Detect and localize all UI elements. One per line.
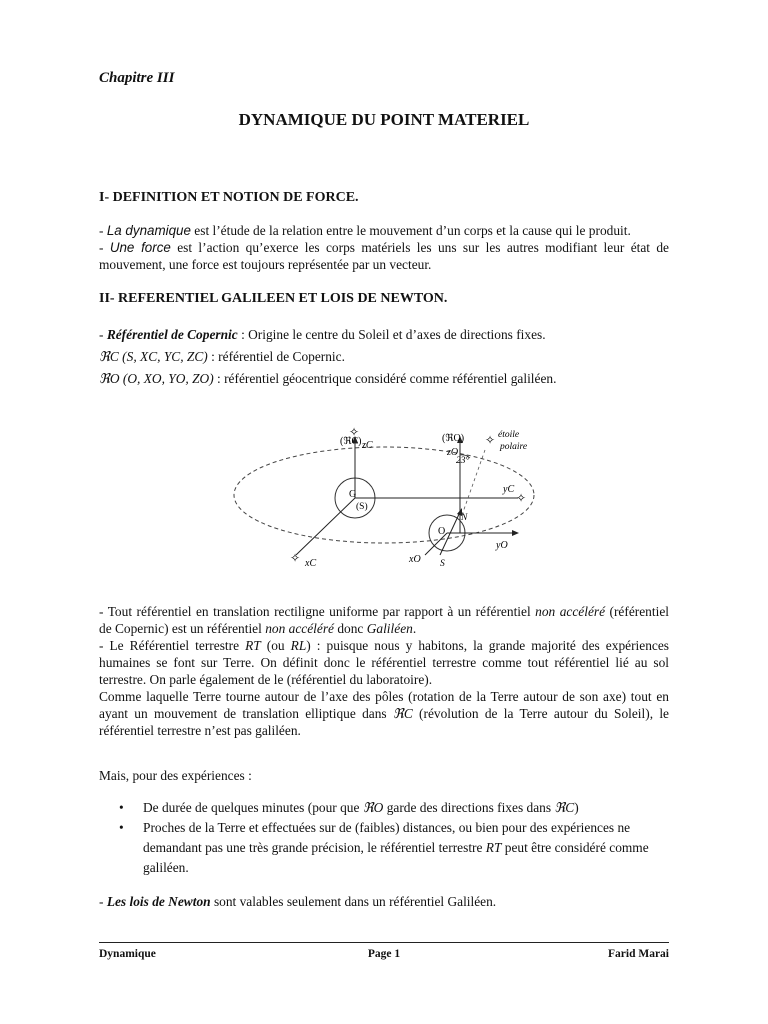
experiences-list (99, 798, 669, 878)
term-copernic: Référentiel de Copernic (106, 327, 238, 342)
symbol-rt: RT (245, 638, 261, 653)
star-icon: ✧ (349, 425, 360, 439)
label-ro: (ℜO) (442, 433, 465, 444)
footer-author: Farid Marai (608, 948, 669, 960)
bullet-icon: • (119, 820, 124, 835)
term-force: Une force (109, 240, 171, 255)
paragraph-lead: - (99, 240, 110, 255)
star-icon: ✧ (485, 433, 496, 447)
label-yc: yC (503, 484, 515, 495)
text-run: (ou (260, 638, 291, 653)
symbol-ro: ℜO (362, 800, 384, 815)
text-italic: non accéléré (535, 604, 606, 619)
arrow-yo (512, 530, 519, 536)
text-run: garde des directions fixes dans (383, 800, 555, 815)
list-item (99, 818, 669, 878)
term-dynamique: La dynamique (106, 223, 191, 238)
section-1-heading: I- DEFINITION ET NOTION DE FORCE. (99, 190, 359, 205)
section-2-heading: II- REFERENTIEL GALILEEN ET LOIS DE NEWTON. (99, 291, 448, 306)
star-icon: ✧ (290, 551, 301, 565)
footer-left: Dynamique (99, 948, 156, 960)
list-item (99, 798, 669, 818)
label-rc: (ℜC) (340, 436, 362, 447)
paragraph-lead: - (99, 894, 107, 909)
paragraph-lead: - (99, 327, 107, 342)
copernic-block (99, 324, 669, 390)
formula-rc: ℜC (S, XC, YC, ZC) (99, 349, 208, 364)
paragraph-dynamique (99, 222, 669, 273)
text-italic: Galiléen (366, 621, 413, 636)
footer-page-number: Page 1 (367, 948, 401, 960)
copernic-text: : Origine le centre du Soleil et d’axes de directions fixes. (237, 327, 546, 342)
star-icon: ✧ (516, 491, 527, 505)
newton-paragraph (99, 893, 669, 910)
label-yo: yO (496, 540, 508, 551)
label-zo: zO (447, 447, 459, 458)
text-italic: non accéléré (265, 621, 334, 636)
symbol-rt: RT (485, 840, 502, 855)
symbol-rc: ℜC (392, 706, 413, 721)
experiences-intro: Mais, pour des expériences : (99, 768, 252, 783)
label-north: N (461, 513, 468, 523)
paragraph-lead: - (99, 223, 107, 238)
label-polaire: polaire (500, 442, 528, 452)
axis-xc (296, 498, 355, 555)
rc-description: : référentiel de Copernic. (207, 349, 345, 364)
text-run: . (412, 621, 417, 636)
bullet-icon: • (119, 800, 124, 815)
label-south: S (440, 559, 445, 569)
text-run: ) (574, 800, 579, 815)
label-sun: (S) (356, 502, 368, 512)
label-zc: zC (362, 440, 373, 451)
newton-text: sont valables seulement dans un référentiel Galiléen. (210, 894, 497, 909)
body-paragraphs (99, 603, 669, 739)
label-star: étoile (498, 430, 520, 440)
page-title: DYNAMIQUE DU POINT MATERIEL (238, 110, 530, 129)
symbol-rc: ℜC (554, 800, 575, 815)
text-run: - Tout référentiel en translation rectiligne uniforme par rapport à un référentiel (99, 604, 536, 619)
earth-orbit-ellipse (234, 447, 534, 543)
ro-description: : référentiel géocentrique considéré comme référentiel galiléen. (213, 371, 557, 386)
footer-divider (99, 942, 669, 943)
label-angle: 23° (456, 456, 470, 466)
text-run: peut être considéré comme galiléen. (143, 840, 649, 875)
label-xc: xC (305, 558, 317, 569)
text-run: (révolution de la Terre autour du Soleil), le référentiel terrestre n’est pas galiléen. (99, 706, 669, 738)
term-newton: Les lois de Newton (106, 894, 211, 909)
paragraph-text: est l’action qu’exerce les corps matériels les uns sur les autres modifiant leur état de mouvement, une force est toujours représentée par un vecteur. (99, 240, 669, 272)
formula-ro: ℜO (O, XO, YO, ZO) (99, 371, 214, 386)
paragraph-text: est l’étude de la relation entre le mouvement d’un corps et la cause qui le produit. (190, 223, 631, 238)
text-run: Comme laquelle Terre tourne autour de l’axe des pôles (rotation de la Terre autour de son axe) tout en ayant un mouvement de translation elliptique dans (99, 689, 669, 721)
text-run: De durée de quelques minutes (pour que (143, 800, 363, 815)
chapter-label: Chapitre III (99, 70, 175, 86)
text-run: ) : puisque nous y habitons, la grande majorité des expériences humaines se font sur Terre. On définit donc le référentiel terrestre comme tout référentiel lié au sol terrestre. On parle également de le (référentiel du laboratoire). (99, 638, 669, 687)
text-run: donc (333, 621, 367, 636)
symbol-rl: RL (290, 638, 307, 653)
label-xo: xO (409, 554, 421, 565)
text-run: - Le Référentiel terrestre (99, 638, 246, 653)
label-g: G (349, 489, 357, 500)
reference-frames-diagram (226, 420, 542, 580)
text-run: Proches de la Terre et effectuées sur de (faibles) distances, ou bien pour des expériences ne demandant pas une très grande précision, le référentiel terrestre (143, 820, 631, 855)
label-origin-o: O (438, 526, 446, 537)
text-run: (référentiel de Copernic) est un référentiel (99, 604, 669, 636)
